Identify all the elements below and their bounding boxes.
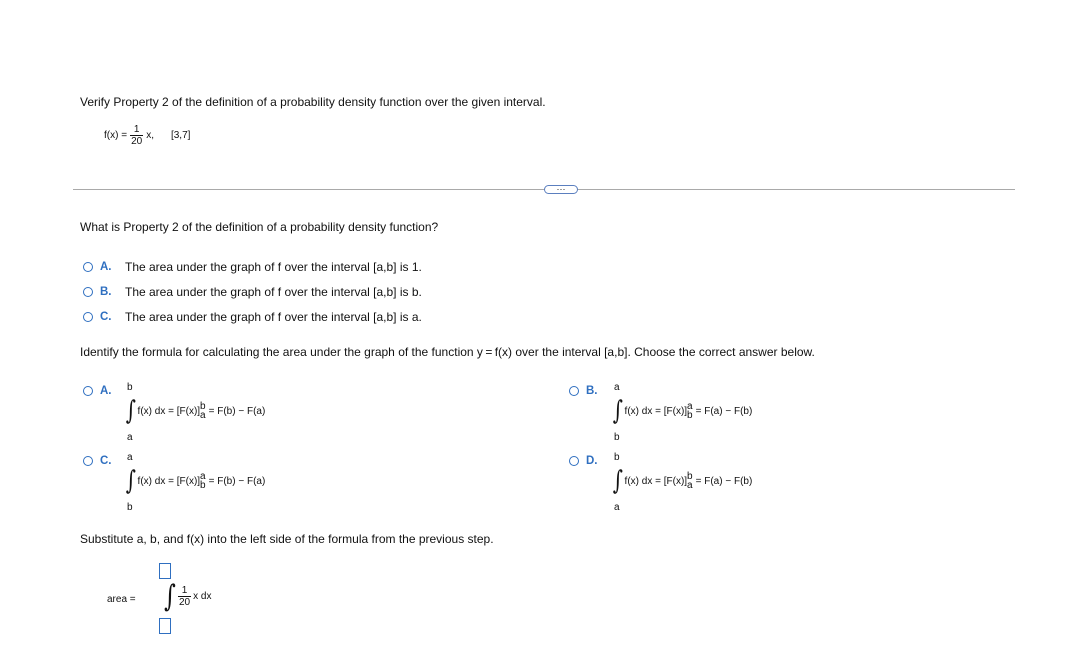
bracket-upper: b — [200, 401, 206, 412]
formula-rhs: = F(a) − F(b) — [695, 475, 753, 487]
integral-lower-limit: b — [127, 502, 133, 513]
function-interval: [3,7] — [170, 130, 191, 141]
area-label: area = — [107, 594, 136, 605]
formula-rhs: = F(b) − F(a) — [208, 475, 266, 487]
integral-upper-limit: a — [127, 452, 133, 463]
integral-sign-icon: ∫ — [612, 466, 623, 496]
bracket-upper: b — [687, 471, 693, 482]
radio-icon[interactable] — [83, 456, 93, 466]
option-letter: C. — [100, 455, 112, 467]
q3-tail: x dx — [193, 591, 212, 602]
radio-icon[interactable] — [569, 456, 579, 466]
integral-lower-limit: a — [127, 432, 133, 443]
option-letter: B. — [100, 286, 112, 298]
formula-d — [611, 468, 752, 494]
q2-option-d[interactable] — [569, 455, 598, 467]
integral-sign-icon: ∫ — [612, 396, 623, 426]
option-text: The area under the graph of f over the interval [a,b] is a. — [125, 310, 422, 324]
formula-b — [611, 398, 752, 424]
formula-integrand: f(x) dx = [F(x)] — [624, 405, 688, 417]
formula-c — [124, 468, 265, 494]
radio-icon[interactable] — [83, 287, 93, 297]
integral-lower-limit: b — [614, 432, 620, 443]
option-letter: A. — [100, 261, 112, 273]
bracket-limits — [200, 402, 206, 420]
formula-integrand: f(x) dx = [F(x)] — [137, 405, 201, 417]
bracket-lower: a — [687, 480, 693, 491]
bracket-lower: b — [200, 480, 206, 491]
function-denominator: 20 — [131, 136, 143, 147]
function-fraction — [130, 124, 143, 147]
option-letter: C. — [100, 311, 112, 323]
problem-instruction: Verify Property 2 of the definition of a probability density function over the given interval. — [80, 95, 546, 109]
formula-integrand: f(x) dx = [F(x)] — [624, 475, 688, 487]
upper-limit-input[interactable] — [159, 563, 171, 579]
q1-prompt: What is Property 2 of the definition of a probability density function? — [80, 220, 439, 234]
radio-icon[interactable] — [83, 312, 93, 322]
q3-integrand — [178, 585, 211, 608]
integral-sign-icon: ∫ — [163, 579, 176, 614]
option-letter: B. — [586, 385, 598, 397]
option-text: The area under the graph of f over the interval [a,b] is 1. — [125, 260, 422, 274]
bracket-upper: a — [687, 401, 693, 412]
q2-option-b[interactable] — [569, 385, 598, 397]
option-letter: A. — [100, 385, 112, 397]
radio-icon[interactable] — [83, 386, 93, 396]
integral-sign-icon: ∫ — [125, 466, 136, 496]
bracket-limits — [200, 472, 206, 490]
formula-a — [124, 398, 265, 424]
integral-upper-limit: b — [614, 452, 620, 463]
radio-icon[interactable] — [569, 386, 579, 396]
q2-option-a[interactable] — [83, 385, 112, 397]
q2-prompt: Identify the formula for calculating the area under the graph of the function y = f(x) over the interval [a,b]. Choose the correct answer below. — [80, 345, 815, 359]
function-variable: x, — [146, 130, 154, 141]
formula-rhs: = F(b) − F(a) — [208, 405, 266, 417]
bracket-lower: a — [200, 410, 206, 421]
q3-numerator: 1 — [181, 585, 188, 596]
function-lhs: f(x) = — [104, 130, 128, 141]
expand-ellipsis-button[interactable]: ⋯ — [544, 185, 578, 194]
formula-rhs: = F(a) − F(b) — [695, 405, 753, 417]
bracket-limits — [687, 472, 693, 490]
radio-icon[interactable] — [83, 262, 93, 272]
bracket-upper: a — [200, 471, 206, 482]
function-numerator: 1 — [133, 124, 140, 135]
bracket-limits — [687, 402, 693, 420]
q3-fraction — [178, 585, 191, 608]
function-definition — [104, 124, 190, 147]
q1-option-b[interactable] — [83, 285, 422, 299]
integral-upper-limit: a — [614, 382, 620, 393]
option-text: The area under the graph of f over the interval [a,b] is b. — [125, 285, 422, 299]
option-letter: D. — [586, 455, 598, 467]
q3-denominator: 20 — [179, 597, 191, 608]
q2-option-c[interactable] — [83, 455, 112, 467]
q3-prompt: Substitute a, b, and f(x) into the left side of the formula from the previous step. — [80, 532, 494, 546]
integral-lower-limit: a — [614, 502, 620, 513]
integral-upper-limit: b — [127, 382, 133, 393]
q1-option-a[interactable] — [83, 260, 422, 274]
lower-limit-input[interactable] — [159, 618, 171, 634]
q1-option-c[interactable] — [83, 310, 422, 324]
formula-integrand: f(x) dx = [F(x)] — [137, 475, 201, 487]
integral-sign-icon: ∫ — [125, 396, 136, 426]
bracket-lower: b — [687, 410, 693, 421]
